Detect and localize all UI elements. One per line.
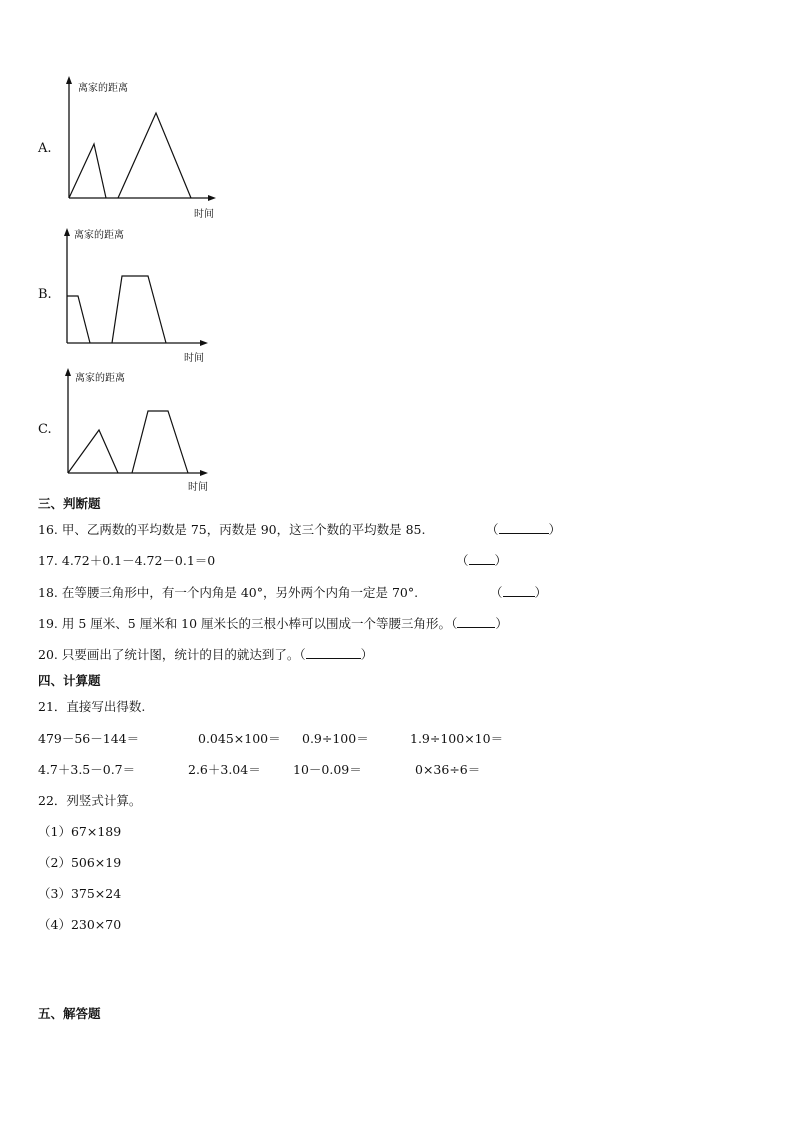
question-text: 在等腰三角形中，有一个内角是 40°，另外两个内角一定是 70°. <box>61 585 419 600</box>
vertical-calc-item: （2）506×19 <box>38 855 122 870</box>
question-number: 18. <box>38 585 58 600</box>
vertical-calc-item: （3）375×24 <box>38 886 122 901</box>
y-axis-arrow <box>64 228 70 236</box>
x-axis-arrow <box>208 195 216 201</box>
blank-line[interactable] <box>306 646 361 659</box>
blank-line[interactable] <box>499 521 549 534</box>
answer-blank-16[interactable]: （ ） <box>486 522 562 537</box>
y-axis-label: 离家的距离 <box>74 230 124 241</box>
section-calc-heading: 四、计算题 <box>38 673 101 688</box>
calc-item: 1.9÷100×10＝ <box>410 731 504 746</box>
y-axis-label: 离家的距离 <box>75 373 125 384</box>
x-axis-arrow <box>200 470 208 476</box>
section-answer-heading: 五、解答题 <box>38 1006 101 1021</box>
answer-blank-20[interactable]: （ ） <box>299 647 374 662</box>
question-number: 20. <box>38 647 58 662</box>
question-number: 16. <box>38 522 58 537</box>
question-text: 只要画出了统计图，统计的目的就达到了。 <box>61 647 300 662</box>
question-21-title: 21．直接写出得数. <box>38 699 146 714</box>
calc-item: 0.045×100＝ <box>198 731 281 746</box>
option-c-graph <box>60 368 230 498</box>
answer-blank-18[interactable]: （ ） <box>490 585 548 600</box>
question-text: 4.72＋0.1－4.72－0.1＝0 <box>61 553 216 568</box>
option-a-label: A. <box>38 141 52 156</box>
calc-item: 2.6＋3.04＝ <box>188 762 261 777</box>
answer-blank-17[interactable]: （ ） <box>456 553 508 568</box>
y-axis-arrow <box>65 368 71 376</box>
question-16 <box>38 520 426 538</box>
calc-item: 479－56－144＝ <box>38 731 140 746</box>
calc-item: 0×36÷6＝ <box>415 762 481 777</box>
question-20 <box>38 645 373 663</box>
option-b-graph <box>60 226 230 366</box>
option-a-graph <box>60 76 230 226</box>
vertical-calc-item: （4）230×70 <box>38 917 122 932</box>
question-text: 用 5 厘米、5 厘米和 10 厘米长的三根小棒可以围成一个等腰三角形。 <box>61 616 452 631</box>
section-judge-heading: 三、判断题 <box>38 496 101 511</box>
x-axis-label: 时间 <box>184 353 204 364</box>
x-axis-arrow <box>200 340 208 346</box>
question-number: 19. <box>38 616 58 631</box>
calc-item: 0.9÷100＝ <box>302 731 369 746</box>
blank-line[interactable] <box>503 584 535 597</box>
x-axis-label: 时间 <box>188 482 208 493</box>
option-c-label: C. <box>38 422 52 437</box>
calc-item: 4.7＋3.5－0.7＝ <box>38 762 136 777</box>
trip-line-1 <box>67 296 90 343</box>
option-b-label: B. <box>38 287 52 302</box>
question-text: 甲、乙两数的平均数是 75，丙数是 90，这三个数的平均数是 85. <box>61 522 426 537</box>
calc-item: 10－0.09＝ <box>293 762 362 777</box>
x-axis-label: 时间 <box>194 209 214 220</box>
y-axis-label: 离家的距离 <box>78 83 128 94</box>
blank-line[interactable] <box>469 552 495 565</box>
y-axis-arrow <box>66 76 72 84</box>
trip-line-2 <box>132 411 188 473</box>
trip-line-2 <box>118 113 191 198</box>
question-number: 17. <box>38 553 58 568</box>
trip-line-1 <box>68 430 118 473</box>
trip-line-1 <box>69 144 106 198</box>
question-17 <box>38 551 215 569</box>
trip-line-2 <box>112 276 166 343</box>
question-18 <box>38 583 418 601</box>
blank-line[interactable] <box>457 615 495 628</box>
answer-blank-19[interactable]: （ ） <box>451 616 508 631</box>
vertical-calc-item: （1）67×189 <box>38 824 122 839</box>
question-22-title: 22．列竖式计算。 <box>38 793 142 808</box>
question-19 <box>38 614 508 632</box>
